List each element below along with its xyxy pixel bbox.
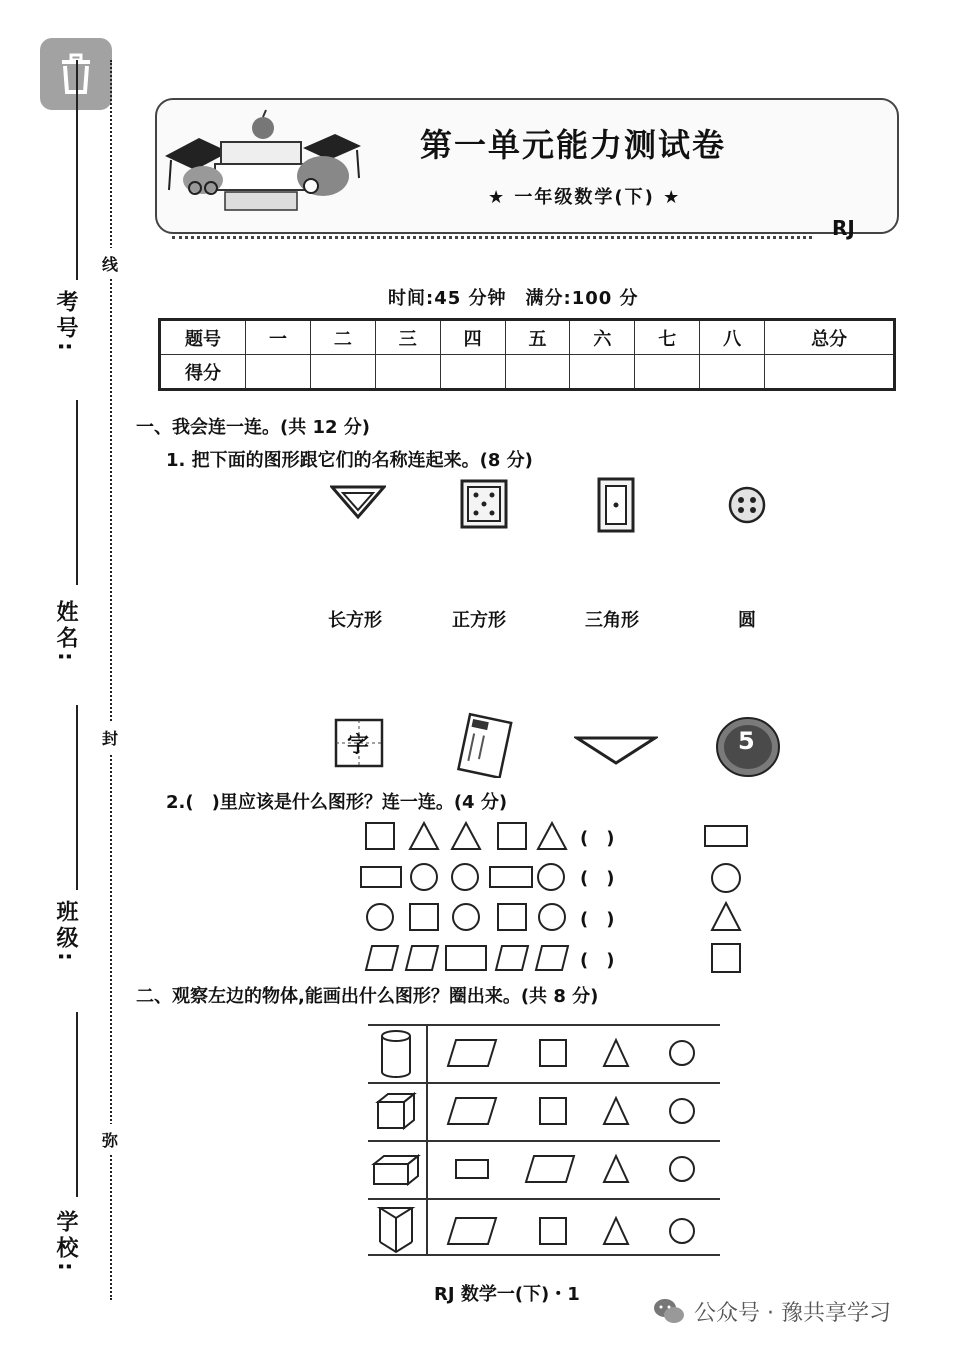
header-banner — [155, 98, 899, 234]
page-subtitle: ★ 一年级数学(下) ★ — [488, 187, 682, 208]
name-circle[interactable]: 圆 — [738, 610, 756, 631]
cut-mark: 弥 — [102, 1124, 118, 1155]
graduation-illustration — [163, 108, 363, 220]
answer-blank[interactable]: ( ) — [580, 868, 615, 889]
grid-line — [368, 1082, 720, 1084]
table-header-cell: 五 — [505, 320, 570, 355]
table-header-cell: 四 — [440, 320, 505, 355]
table-row — [160, 355, 895, 390]
score-cell[interactable] — [570, 355, 635, 390]
class-label: 班级: — [53, 900, 78, 965]
watermark: 公众号 · 豫共享学习 — [694, 1301, 891, 1326]
score-cell[interactable] — [310, 355, 375, 390]
table-row — [160, 320, 895, 355]
section1-title: 一、我会连一连。(共 12 分) — [136, 417, 371, 438]
class-line[interactable] — [76, 705, 78, 890]
answer-blank[interactable]: ( ) — [580, 828, 615, 849]
answer-blank[interactable]: ( ) — [580, 909, 615, 930]
table-header-cell: 八 — [700, 320, 765, 355]
book-icon — [452, 712, 518, 778]
pattern-row-4 — [362, 942, 574, 974]
table-header-cell: 七 — [635, 320, 700, 355]
cube-icon — [374, 1090, 418, 1134]
header-divider — [172, 236, 812, 239]
exam-info: 时间:45 分钟 满分:100 分 — [388, 288, 639, 309]
name-triangle[interactable]: 三角形 — [585, 610, 639, 631]
grid-divider — [426, 1024, 428, 1254]
score-cell[interactable] — [375, 355, 440, 390]
name-rectangle[interactable]: 长方形 — [328, 610, 382, 631]
name-square[interactable]: 正方形 — [452, 610, 506, 631]
table-header-cell: 三 — [375, 320, 440, 355]
round-button-icon — [728, 486, 766, 524]
grid-line — [368, 1024, 720, 1026]
grid-line — [368, 1254, 720, 1256]
name-line[interactable] — [76, 400, 78, 585]
score-cell[interactable] — [246, 355, 311, 390]
pattern-row-3 — [362, 900, 572, 934]
triangular-prism-icon — [376, 1202, 416, 1254]
school-line[interactable] — [76, 1012, 78, 1197]
question2-text: 2.( )里应该是什么图形？连一连。(4 分) — [166, 792, 508, 813]
grid-line — [368, 1198, 720, 1200]
option-triangle[interactable] — [708, 900, 744, 934]
score-cell[interactable] — [635, 355, 700, 390]
exam-number-label: 考号: — [53, 290, 78, 355]
option-circle[interactable] — [708, 860, 744, 896]
score-cell[interactable] — [440, 355, 505, 390]
section2-title: 二、观察左边的物体,能画出什么图形？圈出来。(共 8 分) — [136, 986, 599, 1007]
wechat-icon — [652, 1296, 686, 1326]
page-title: 第一单元能力测试卷 — [420, 126, 727, 164]
choice-row-3[interactable] — [444, 1152, 724, 1186]
option-square[interactable] — [708, 940, 744, 976]
character-grid-icon — [334, 718, 384, 768]
table-header-cell: 总分 — [765, 320, 895, 355]
rectangle-door-icon — [597, 477, 635, 533]
answer-blank[interactable]: ( ) — [580, 950, 615, 971]
choice-row-4[interactable] — [444, 1214, 724, 1248]
table-header-cell: 六 — [570, 320, 635, 355]
option-rectangle[interactable] — [702, 822, 750, 850]
pattern-row-2 — [358, 860, 570, 894]
school-label: 学校: — [53, 1210, 78, 1275]
question1-text: 1. 把下面的图形跟它们的名称连起来。(8 分) — [166, 450, 533, 471]
svg-text:字: 字 — [347, 733, 370, 758]
page-footer: RJ 数学一(下)・1 — [434, 1284, 580, 1305]
triangle-sign-icon — [330, 484, 386, 520]
name-label: 姓名: — [53, 600, 78, 665]
edition-badge: RJ — [832, 216, 855, 240]
score-table — [158, 318, 896, 391]
coin-icon — [714, 715, 782, 779]
table-row-label: 得分 — [160, 355, 246, 390]
exam-number-line[interactable] — [76, 60, 78, 280]
seal-dotted-line — [110, 60, 112, 1300]
cut-mark: 封 — [102, 722, 118, 753]
cylinder-icon — [376, 1028, 416, 1080]
choice-row-2[interactable] — [444, 1094, 724, 1128]
grid-line — [368, 1140, 720, 1142]
table-header-cell: 题号 — [160, 320, 246, 355]
table-header-cell: 一 — [246, 320, 311, 355]
triangle-ruler-icon — [574, 734, 658, 766]
score-cell[interactable] — [765, 355, 895, 390]
score-cell[interactable] — [700, 355, 765, 390]
choice-row-1[interactable] — [444, 1036, 724, 1070]
table-header-cell: 二 — [310, 320, 375, 355]
cuboid-icon — [370, 1152, 422, 1188]
cut-mark: 线 — [102, 248, 118, 279]
score-cell[interactable] — [505, 355, 570, 390]
square-clock-icon — [460, 479, 508, 529]
svg-text:5: 5 — [738, 727, 755, 755]
pattern-row-1 — [362, 820, 572, 852]
